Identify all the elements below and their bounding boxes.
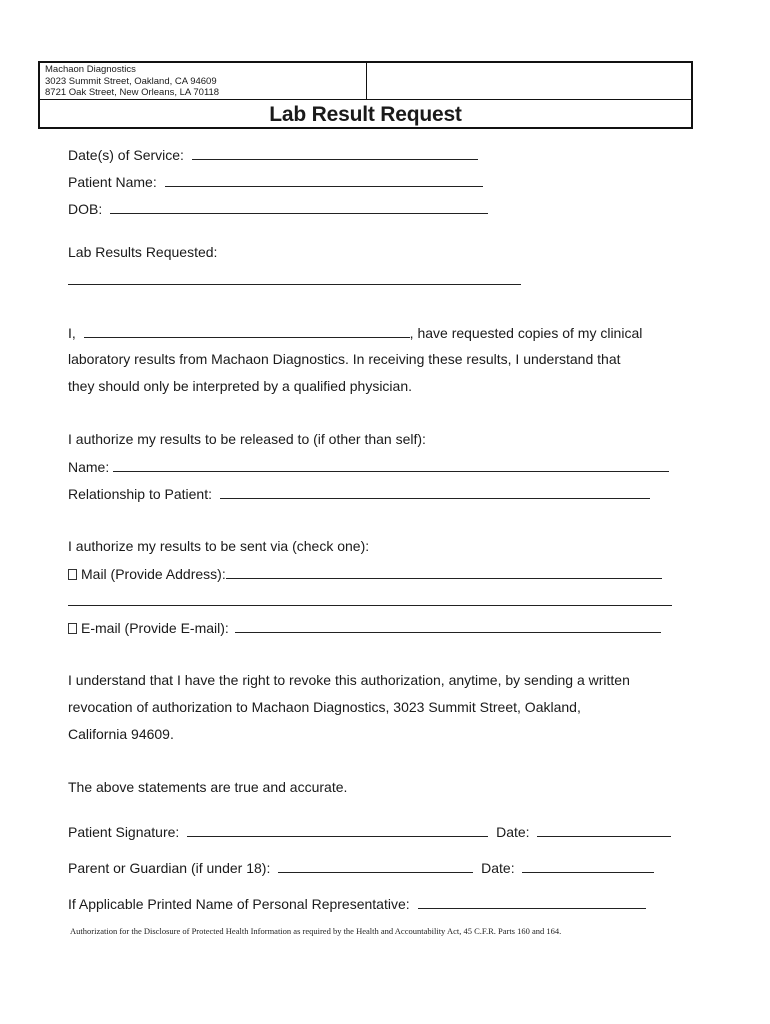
revoke-line-2: revocation of authorization to Machaon Diagnostics, 3023 Summit Street, Oakland, bbox=[68, 699, 581, 715]
date-of-service-row bbox=[68, 145, 478, 164]
patient-name-row bbox=[68, 172, 483, 191]
sent-via-heading: I authorize my results to be sent via (check one): bbox=[68, 538, 370, 554]
footer-note: Authorization for the Disclosure of Protected Health Information as required by the Health and Accountability Act, 45 C.F.R. Parts 160 and 164. bbox=[70, 926, 562, 936]
lab-results-row bbox=[68, 270, 521, 289]
guardian-date-field[interactable] bbox=[522, 858, 654, 873]
revoke-line-1: I understand that I have the right to revoke this authorization, anytime, by sending a written bbox=[68, 672, 630, 688]
org-name: Machaon Diagnostics bbox=[45, 64, 136, 75]
release-name-label: Name: bbox=[68, 459, 110, 475]
mail-option-row bbox=[68, 564, 662, 583]
mail-option-label: Mail (Provide Address): bbox=[81, 566, 226, 582]
patient-date-field[interactable] bbox=[537, 822, 671, 837]
guardian-label: Parent or Guardian (if under 18): bbox=[68, 860, 271, 876]
address-oakland: 3023 Summit Street, Oakland, CA 94609 bbox=[45, 75, 217, 87]
mail-address-field[interactable] bbox=[226, 564, 662, 579]
guardian-signature-field[interactable] bbox=[278, 858, 473, 873]
representative-row bbox=[68, 894, 646, 913]
address-block bbox=[40, 63, 367, 100]
mail-address-field-2[interactable] bbox=[68, 591, 672, 606]
true-statement: The above statements are true and accurate. bbox=[68, 779, 348, 795]
email-field[interactable] bbox=[235, 618, 661, 633]
statement-suffix: , have requested copies of my clinical bbox=[409, 325, 643, 341]
representative-name-field[interactable] bbox=[418, 894, 646, 909]
patient-signature-field[interactable] bbox=[187, 822, 488, 837]
patient-name-label: Patient Name: bbox=[68, 174, 157, 190]
statement-prefix: I, bbox=[68, 325, 76, 341]
dob-row bbox=[68, 199, 488, 218]
relationship-field[interactable] bbox=[220, 484, 650, 499]
guardian-row bbox=[68, 858, 654, 877]
statement-name-field[interactable] bbox=[84, 323, 410, 338]
relationship-label: Relationship to Patient: bbox=[68, 486, 212, 502]
address-new-orleans: 8721 Oak Street, New Orleans, LA 70118 bbox=[45, 87, 220, 98]
patient-name-field[interactable] bbox=[165, 172, 483, 187]
mail-address-row-2 bbox=[68, 591, 672, 610]
mail-checkbox[interactable] bbox=[68, 569, 77, 580]
lab-results-field[interactable] bbox=[68, 270, 521, 285]
release-heading: I authorize my results to be released to (if other than self): bbox=[68, 431, 426, 447]
patient-signature-label: Patient Signature: bbox=[68, 824, 180, 840]
date-of-service-field[interactable] bbox=[192, 145, 478, 160]
page-title: Lab Result Request bbox=[269, 103, 462, 126]
email-option-row bbox=[68, 618, 661, 637]
dob-field[interactable] bbox=[110, 199, 488, 214]
header-box bbox=[38, 61, 693, 129]
representative-label: If Applicable Printed Name of Personal Representative: bbox=[68, 896, 410, 912]
statement-line-3: they should only be interpreted by a qualified physician. bbox=[68, 378, 412, 394]
statement-line-2: laboratory results from Machaon Diagnostics. In receiving these results, I understand that bbox=[68, 351, 621, 367]
relationship-row bbox=[68, 484, 650, 503]
release-name-row bbox=[68, 457, 669, 476]
header-blank-cell bbox=[367, 63, 691, 100]
date-of-service-label: Date(s) of Service: bbox=[68, 147, 184, 163]
email-option-label: E-mail (Provide E-mail): bbox=[81, 620, 229, 636]
revoke-line-3: California 94609. bbox=[68, 726, 174, 742]
dob-label: DOB: bbox=[68, 201, 103, 217]
lab-results-label: Lab Results Requested: bbox=[68, 244, 218, 260]
release-name-field[interactable] bbox=[113, 457, 669, 472]
statement-row bbox=[68, 323, 642, 342]
patient-signature-row bbox=[68, 822, 671, 841]
date-label-1: Date: bbox=[496, 824, 530, 840]
date-label-2: Date: bbox=[481, 860, 515, 876]
email-checkbox[interactable] bbox=[68, 623, 77, 634]
